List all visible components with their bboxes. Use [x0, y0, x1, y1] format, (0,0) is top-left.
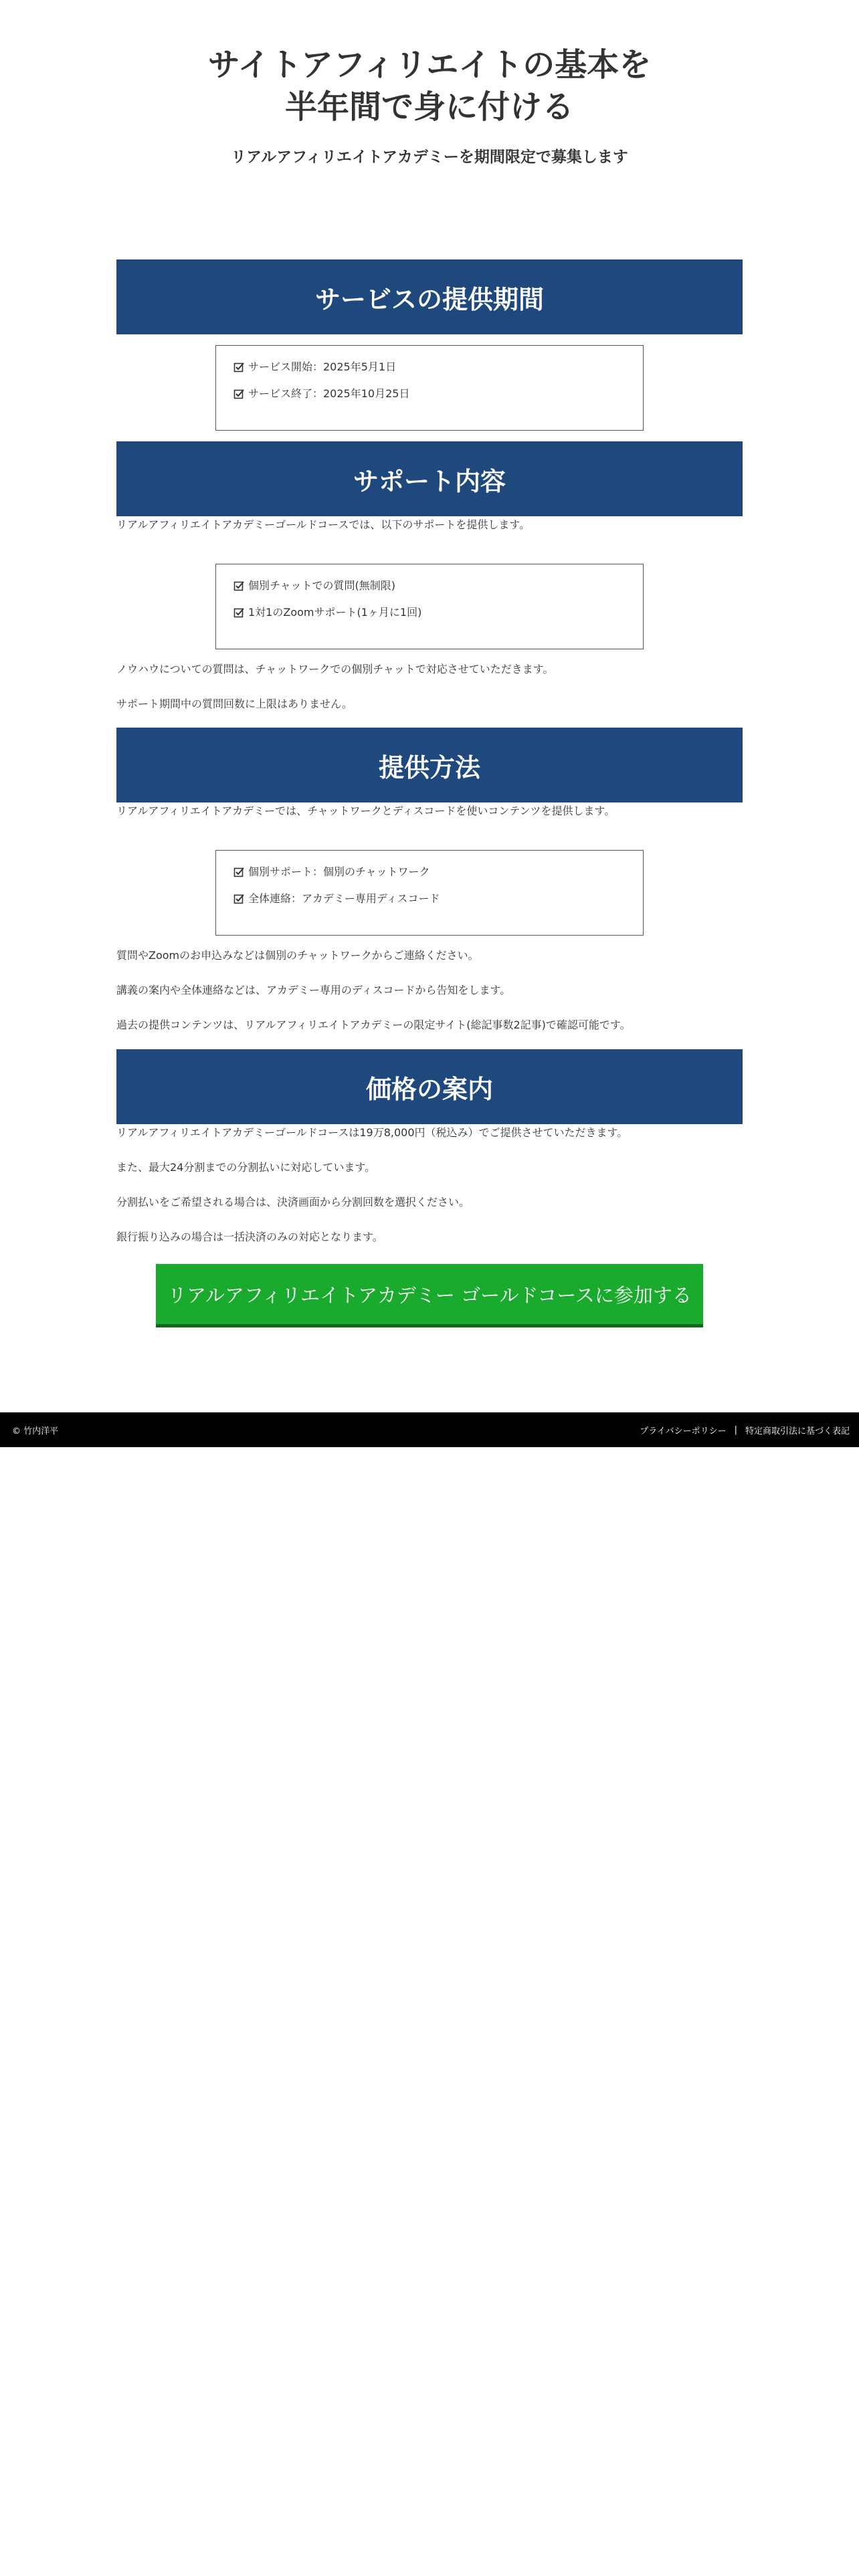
- price-note: リアルアフィリエイトアカデミーゴールドコースは19万8,000円（税込み）でご提供させていただきます。: [116, 1126, 628, 1139]
- check-square-icon: [233, 867, 244, 877]
- period-item-text: サービス終了：2025年10月25日: [248, 387, 410, 400]
- page-subtitle: リアルアフィリエイトアカデミーを期間限定で募集します: [231, 148, 628, 166]
- price-note: 分割払いをご希望される場合は、決済画面から分割回数を選択ください。: [116, 1196, 470, 1208]
- support-box: [215, 564, 644, 649]
- period-heading: サービスの提供期間: [116, 259, 743, 334]
- period-item: [233, 387, 626, 401]
- copyright: © 竹内洋平: [12, 1426, 59, 1436]
- period-box: [215, 345, 644, 431]
- support-note: サポート期間中の質問回数に上限はありません。: [116, 697, 353, 710]
- price-note: また、最大24分割までの分割払いに対応しています。: [116, 1161, 376, 1174]
- method-item: [233, 865, 626, 879]
- method-intro: リアルアフィリエイトアカデミーでは、チャットワークとディスコードを使いコンテンツを提供します。: [116, 804, 615, 817]
- support-heading: サポート内容: [116, 441, 743, 516]
- legal-notice-link[interactable]: 特定商取引法に基づく表記: [745, 1426, 850, 1436]
- support-item: [233, 579, 626, 593]
- check-square-icon: [233, 607, 244, 618]
- method-item-text: 全体連絡：アカデミー専用ディスコード: [248, 892, 440, 905]
- period-item-text: サービス開始：2025年5月1日: [248, 360, 397, 373]
- method-note: 質問やZoomのお申込みなどは個別のチャットワークからご連絡ください。: [116, 949, 479, 962]
- period-item: [233, 360, 626, 374]
- page-title: [0, 44, 859, 128]
- footer: [0, 1412, 859, 1447]
- method-box: [215, 850, 644, 936]
- hero: [0, 0, 859, 167]
- check-square-icon: [233, 362, 244, 372]
- method-note: 過去の提供コンテンツは、リアルアフィリエイトアカデミーの限定サイト(総記事数2記事)で確認可能です。: [116, 1018, 631, 1031]
- footer-links: [640, 1424, 850, 1436]
- support-item: [233, 606, 626, 619]
- method-note: 講義の案内や全体連絡などは、アカデミー専用のディスコードから告知をします。: [116, 984, 511, 996]
- join-gold-course-button[interactable]: リアルアフィリエイトアカデミー ゴールドコースに参加する: [156, 1264, 703, 1327]
- page-title-line2: 半年間で身に付ける: [284, 88, 574, 126]
- method-item-text: 個別サポート：個別のチャットワーク: [248, 865, 430, 878]
- period-section: [116, 259, 743, 431]
- cta-container: [156, 1264, 703, 1327]
- method-item: [233, 892, 626, 905]
- footer-separator: |: [734, 1424, 737, 1435]
- check-square-icon: [233, 580, 244, 591]
- support-item-text: 個別チャットでの質問(無制限): [248, 579, 396, 592]
- check-square-icon: [233, 389, 244, 399]
- support-item-text: 1対1のZoomサポート(1ヶ月に1回): [248, 606, 422, 619]
- check-square-icon: [233, 893, 244, 904]
- page-title-line1: サイトアフィリエイトの基本を: [207, 46, 652, 84]
- price-heading: 価格の案内: [116, 1049, 743, 1124]
- price-note: 銀行振り込みの場合は一括決済のみの対応となります。: [116, 1230, 383, 1243]
- method-section: [116, 728, 743, 1032]
- privacy-policy-link[interactable]: プライバシーポリシー: [640, 1426, 727, 1436]
- support-intro: リアルアフィリエイトアカデミーゴールドコースでは、以下のサポートを提供します。: [116, 518, 531, 531]
- price-section: [116, 1049, 743, 1244]
- support-note: ノウハウについての質問は、チャットワークでの個別チャットで対応させていただきます。: [116, 663, 554, 675]
- method-heading: 提供方法: [116, 728, 743, 802]
- support-section: [116, 441, 743, 711]
